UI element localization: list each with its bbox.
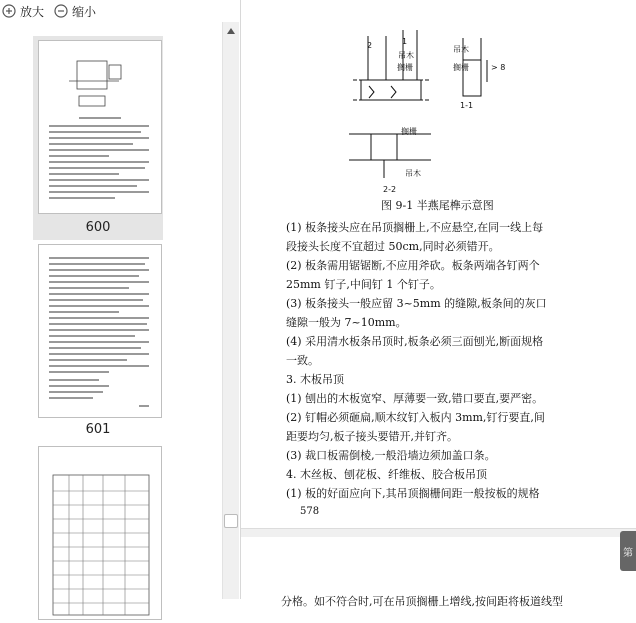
fig-label: 1-1 xyxy=(460,101,474,110)
side-tab[interactable]: 第 xyxy=(620,531,636,571)
fig-label: 吊木 xyxy=(405,169,421,178)
section-heading: 4. 木丝板、刨花板、纤维板、胶合板吊顶 xyxy=(286,468,487,481)
zoom-in-label: 放大 xyxy=(20,4,45,19)
fig-label: 2-2 xyxy=(383,185,397,194)
thumbnail-item-600[interactable] xyxy=(33,36,163,240)
sidebar-scrollbar[interactable] xyxy=(222,22,239,599)
zoom-out-button[interactable] xyxy=(54,3,96,20)
fig-label: 吊木 xyxy=(453,45,469,54)
fig-label: 吊木 xyxy=(398,51,414,60)
text-line: (3) 裁口板需倒棱,一般沿墙边须加盖口条。 xyxy=(286,449,496,462)
fig-label: 搁栅 xyxy=(401,127,417,136)
text-line: 分格。如不符合时,可在吊顶搁栅上增线,按间距将板道线型 xyxy=(281,595,563,608)
text-line: (2) 钉帽必须砸扁,顺木纹钉入板内 3mm,钉行要直,间 xyxy=(286,411,545,424)
text-line: 缝隙一般为 7~10mm。 xyxy=(286,316,407,329)
fig-label: 搁栅 xyxy=(453,63,469,72)
document-page xyxy=(241,537,636,608)
page-number: 578 xyxy=(300,506,320,517)
text-line: 一致。 xyxy=(286,354,319,367)
scroll-up-arrow-icon[interactable] xyxy=(227,28,235,34)
zoom-in-icon xyxy=(2,4,16,18)
document-page xyxy=(241,0,636,528)
fig-label: 2 xyxy=(367,41,373,50)
fig-label: 搁栅 xyxy=(397,63,413,72)
text-line: (1) 刨出的木板宽窄、厚薄要一致,错口要直,要严密。 xyxy=(286,392,544,405)
zoom-out-label: 缩小 xyxy=(72,4,97,19)
scrollbar-thumb[interactable] xyxy=(224,514,238,528)
fig-label: 1 xyxy=(402,37,408,46)
figure-caption: 图 9-1 半燕尾榫示意图 xyxy=(381,199,494,212)
zoom-in-button[interactable] xyxy=(2,3,44,20)
text-line: (4) 采用清水板条吊顶时,板条必须三面刨光,断面规格 xyxy=(286,335,544,348)
text-line: (3) 板条接头一般应留 3~5mm 的缝隙,板条间的灰口 xyxy=(286,297,547,310)
thumbnail-item-602[interactable] xyxy=(33,446,163,606)
thumbnail-page-label: 600 xyxy=(85,220,111,235)
fig-label: > 8 xyxy=(491,63,506,72)
page-thumbnail-601 xyxy=(38,244,162,418)
text-line: (1) 板条接头应在吊顶搁栅上,不应悬空,在同一线上每 xyxy=(286,221,544,234)
sidebar-toolbar xyxy=(0,0,240,22)
section-heading: 3. 木板吊顶 xyxy=(286,373,344,386)
thumbnail-page-label: 601 xyxy=(85,422,111,437)
page-thumbnail-602 xyxy=(38,446,162,620)
thumbnail-list xyxy=(0,26,222,599)
zoom-out-icon xyxy=(54,4,68,18)
page-thumbnail-600 xyxy=(38,40,162,214)
text-line: (2) 板条需用锯锯断,不应用斧砍。板条两端各钉两个 xyxy=(286,259,540,272)
thumbnail-sidebar xyxy=(0,0,241,599)
document-view[interactable] xyxy=(241,0,636,608)
text-line: 段接头长度不宜超过 50cm,同时必须错开。 xyxy=(286,240,500,253)
thumbnail-item-601[interactable] xyxy=(33,244,163,444)
text-line: 25mm 钉子,中间钉 1 个钉子。 xyxy=(286,278,441,291)
text-line: (1) 板的好面应向下,其吊顶搁栅间距一般按板的规格 xyxy=(286,487,540,500)
figure-9-1 xyxy=(241,0,636,200)
text-line: 距要均匀,板子接头要错开,并钉齐。 xyxy=(286,430,458,443)
